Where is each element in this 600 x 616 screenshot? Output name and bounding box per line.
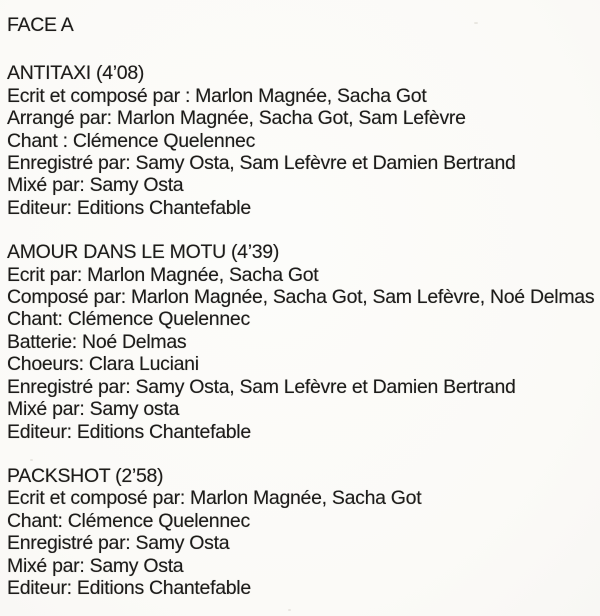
scan-speck — [30, 459, 33, 461]
track-title: ANTITAXI (4’08) — [7, 62, 145, 85]
scan-speck — [474, 22, 478, 24]
track-amour-dans-le-motu — [7, 241, 594, 443]
credit-line: Ecrit par: Marlon Magnée, Sacha Got — [7, 263, 319, 286]
scan-speck — [288, 609, 291, 611]
credit-line: Enregistré par: Samy Osta, Sam Lefèvre et Damien Bertrand — [7, 152, 516, 175]
track-antitaxi — [7, 62, 594, 219]
track-packshot — [7, 465, 594, 599]
credit-line: Mixé par: Samy Osta — [7, 174, 184, 197]
credit-line: Editeur: Editions Chantefable — [7, 196, 251, 219]
credit-line: Chant: Clémence Quelennec — [7, 509, 250, 532]
credit-line: Chant: Clémence Quelennec — [7, 308, 250, 331]
credit-line: Ecrit et composé par: Marlon Magnée, Sacha Got — [7, 487, 422, 510]
track-title: AMOUR DANS LE MOTU (4’39) — [7, 241, 280, 264]
credit-line: Mixé par: Samy Osta — [7, 554, 184, 577]
credit-line: Batterie: Noé Delmas — [7, 330, 187, 353]
track-title: PACKSHOT (2’58) — [7, 464, 164, 487]
side-label: FACE A — [7, 14, 74, 36]
credit-line: Ecrit et composé par : Marlon Magnée, Sacha Got — [7, 84, 427, 107]
credit-line: Editeur: Editions Chantefable — [7, 420, 251, 443]
credit-line: Enregistré par: Samy Osta, Sam Lefèvre et Damien Bertrand — [7, 375, 516, 398]
credit-line: Enregistré par: Samy Osta — [7, 532, 230, 555]
credit-line: Mixé par: Samy osta — [7, 398, 180, 421]
credit-line: Choeurs: Clara Luciani — [7, 353, 199, 376]
credit-line: Composé par: Marlon Magnée, Sacha Got, Sam Lefèvre, Noé Delmas — [7, 286, 595, 309]
credit-line: Editeur: Editions Chantefable — [7, 576, 251, 599]
credit-line: Arrangé par: Marlon Magnée, Sacha Got, Sam Lefèvre — [7, 107, 466, 130]
credit-line: Chant : Clémence Quelennec — [7, 129, 256, 152]
